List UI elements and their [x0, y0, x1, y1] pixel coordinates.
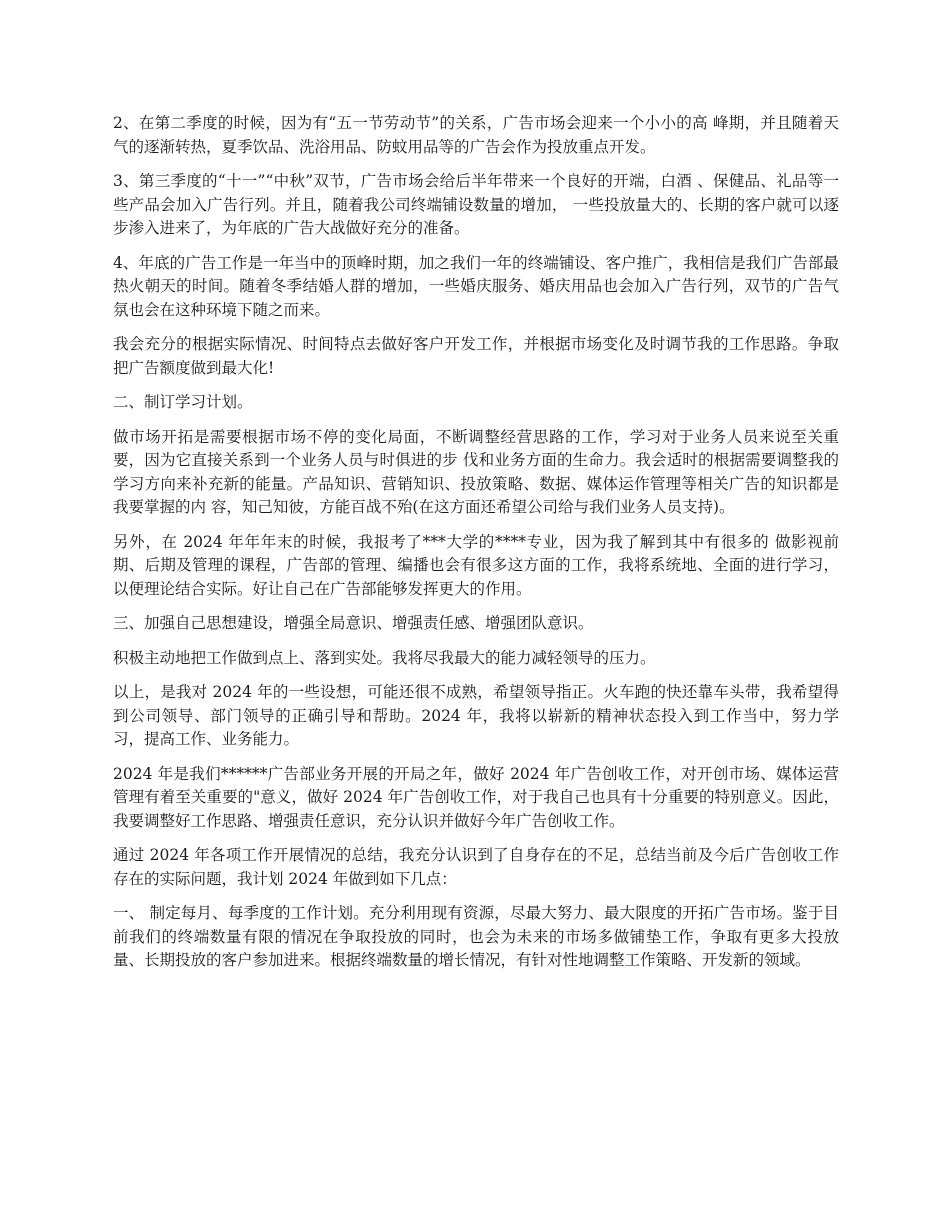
paragraph-monthly-plan: 一、 制定每月、每季度的工作计划。充分利用现有资源，尽最大努力、最大限度的开拓广告市场。鉴于目前我们的终端数量有限的情况在争取投放的同时，也会为未来的市场多做铺垫工作，争取有更多大投放量、长期投放的客户参加进来。根据终端数量的增长情况，有针对性地调整工作策略、开发新的领域。 — [113, 904, 839, 969]
paragraph-q3-plan: 3、第三季度的“十一”“中秋”双节，广告市场会给后半年带来一个良好的开端，白酒 、保健品、礼品等一些产品会加入广告行列。并且，随着我公司终端铺设数量的增加， 一些投放量大的、长期的客户就可以逐步渗入进来了，为年底的广告大战做好充分的准备。 — [113, 172, 839, 237]
document-body — [113, 112, 839, 984]
paragraph-q2-plan: 2、在第二季度的时候，因为有“五一节劳动节”的关系，广告市场会迎来一个小小的高 峰期，并且随着天气的逐渐转热，夏季饮品、洗浴用品、防蚊用品等的广告会作为投放重点开发。 — [113, 114, 839, 156]
paragraph-q4-plan: 4、年底的广告工作是一年当中的顶峰时期，加之我们一年的终端铺设、客户推广，我相信是我们广告部最热火朝天的时间。随着冬季结婚人群的增加，一些婚庆服务、婚庆用品也会加入广告行列，双节的广告气氛也会在这种环境下随之而来。 — [113, 253, 839, 319]
section-heading-study-plan: 二、制订学习计划。 — [113, 393, 253, 411]
paragraph-proactive-work: 积极主动地把工作做到点上、落到实处。我将尽我最大的能力减轻领导的压力。 — [113, 648, 656, 667]
paragraph-further-study: 另外，在 2024 年年年末的时候，我报考了***大学的****专业，因为我了解到其中有很多的 做影视前期、后期及管理的课程，广告部的管理、编播也会有很多这方面的工作，我将系统地、全面的进行学习，以便理论结合实际。好让自己在广告部能够发挥更大的作用。 — [113, 532, 839, 598]
paragraph-summary-outlook: 以上，是我对 2024 年的一些设想，可能还很不成熟，希望领导指正。火车跑的快还靠车头带，我希望得到公司领导、部门领导的正确引导和帮助。2024 年，我将以崭新的精神状态投入到工作当中，努力学习，提高工作、业务能力。 — [113, 683, 839, 748]
paragraph-plan-intro: 通过 2024 年各项工作开展情况的总结，我充分认识到了自身存在的不足，总结当前及今后广告创收工作存在的实际问题，我计划 2024 年做到如下几点： — [113, 846, 839, 888]
section-heading-ideology: 三、加强自己思想建设，增强全局意识、增强责任感、增强团队意识。 — [113, 614, 594, 632]
paragraph-study-importance: 做市场开拓是需要根据市场不停的变化局面，不断调整经营思路的工作，学习对于业务人员来说至关重要，因为它直接关系到一个业务人员与时俱进的步 伐和业务方面的生命力。我会适时的根据需要调整我的学习方向来补充新的能量。产品知识、营销知识、投放策略、数据、媒体运作管理等相关广告的知识都是我要掌握的内 容，知己知彼，方能百战不殆(在这方面还希望公司给与我们业务人员支持)。 — [113, 427, 839, 516]
paragraph-opening-year: 2024 年是我们******广告部业务开展的开局之年，做好 2024 年广告创收工作，对开创市场、媒体运营管理有着至关重要的"意义，做好 2024 年广告创收工作，对于我自己也具有十分重要的特别意义。因此，我要调整好工作思路、增强责任意识，充分认识并做好今年广告创收工作。 — [113, 764, 839, 830]
paragraph-client-development: 我会充分的根据实际情况、时间特点去做好客户开发工作，并根据市场变化及时调节我的工作思路。争取把广告额度做到最大化! — [113, 335, 839, 377]
